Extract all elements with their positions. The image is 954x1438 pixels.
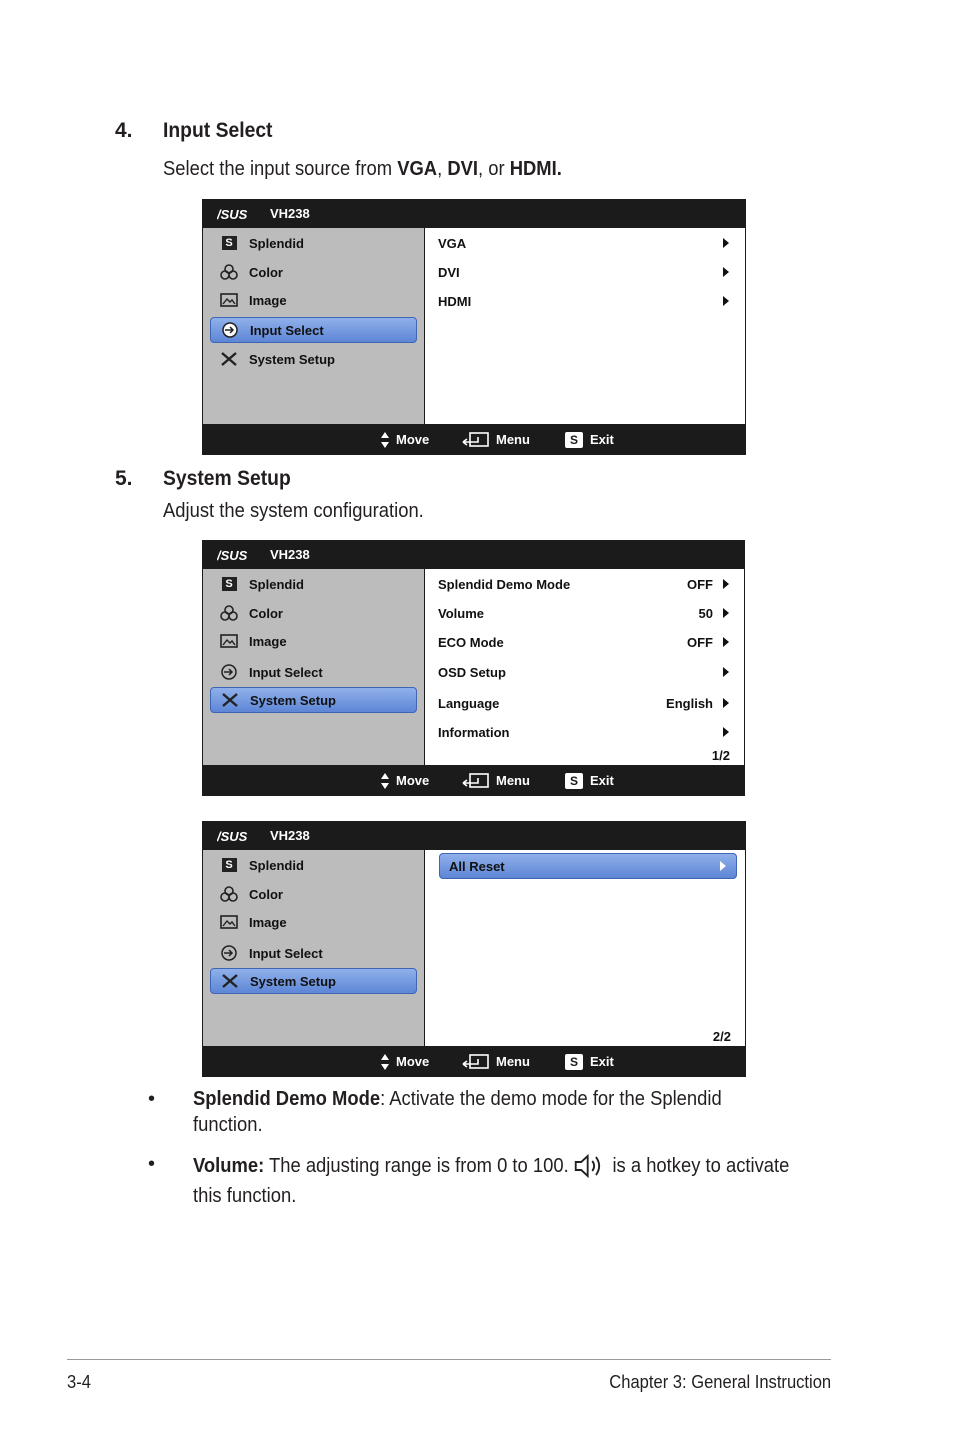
menu-item-system-setup[interactable]	[210, 968, 417, 994]
osd-title-bar	[202, 821, 746, 850]
section-description	[163, 158, 562, 181]
enter-icon	[462, 772, 490, 790]
menu-hint	[462, 1046, 530, 1077]
splendid-badge: S	[222, 236, 237, 250]
splendid-badge: S	[222, 577, 237, 591]
splendid-icon	[219, 234, 239, 252]
input-select-icon	[219, 944, 239, 962]
menu-item-input-select[interactable]	[210, 659, 417, 685]
splendid-icon	[219, 856, 239, 874]
submenu-item-language[interactable]	[438, 691, 731, 715]
system-setup-icon	[220, 691, 240, 709]
svg-text:/SUS: /SUS	[217, 548, 248, 561]
osd-system-setup-page1	[202, 540, 745, 796]
input-select-icon	[219, 663, 239, 681]
section-description: Adjust the system configuration.	[163, 500, 424, 522]
submenu-item-splendid-demo-mode[interactable]	[438, 572, 731, 596]
page-number: 3-4	[67, 1372, 91, 1392]
arrow-right-icon	[723, 698, 729, 708]
submenu-item-information[interactable]	[438, 720, 731, 744]
bullet-dot: •	[148, 1153, 156, 1175]
submenu-label: DVI	[438, 264, 460, 280]
submenu-label: Language	[438, 695, 500, 711]
svg-text:/SUS: /SUS	[217, 207, 248, 220]
image-icon	[219, 632, 239, 650]
menu-label: Image	[249, 914, 287, 930]
exit-icon: S	[565, 773, 583, 789]
menu-item-color[interactable]	[210, 881, 417, 907]
enter-icon	[462, 431, 490, 449]
menu-label: Color	[249, 886, 283, 902]
bullet-continuation: function.	[193, 1114, 263, 1136]
submenu-label: OSD Setup	[438, 664, 506, 680]
arrow-right-icon	[723, 637, 729, 647]
arrow-right-icon	[723, 727, 729, 737]
submenu-label: All Reset	[449, 858, 505, 874]
exit-label: Exit	[590, 432, 614, 447]
splendid-icon	[219, 575, 239, 593]
menu-label: Input Select	[250, 322, 324, 338]
osd-submenu	[425, 850, 745, 1046]
menu-item-input-select[interactable]	[210, 940, 417, 966]
submenu-label: Splendid Demo Mode	[438, 576, 571, 592]
svg-text:/SUS: /SUS	[217, 829, 248, 842]
arrow-right-icon	[723, 579, 729, 589]
menu-label: System Setup	[250, 973, 336, 989]
menu-item-splendid[interactable]	[210, 230, 417, 256]
osd-footer	[202, 424, 746, 455]
option-hdmi: HDMI.	[509, 158, 562, 180]
menu-label: System Setup	[249, 351, 335, 367]
menu-label: Splendid	[249, 857, 304, 873]
bullet-dot: •	[148, 1088, 156, 1110]
menu-item-input-select[interactable]	[210, 317, 417, 343]
arrow-right-icon	[723, 296, 729, 306]
osd-main-menu	[203, 228, 424, 424]
menu-label: Splendid	[249, 235, 304, 251]
osd-model: VH238	[270, 828, 310, 843]
exit-icon: S	[565, 1054, 583, 1070]
bullet-text: is a hotkey to activate	[607, 1154, 790, 1177]
option-dvi: DVI	[447, 158, 478, 180]
menu-item-image[interactable]	[210, 287, 417, 313]
exit-label: Exit	[590, 1054, 614, 1069]
color-icon	[219, 604, 239, 622]
osd-main-menu	[203, 569, 424, 765]
osd-submenu	[425, 569, 744, 765]
osd-footer	[202, 1046, 746, 1077]
chapter-title: Chapter 3: General Instruction	[609, 1372, 831, 1392]
menu-label: Splendid	[249, 576, 304, 592]
menu-label: Color	[249, 264, 283, 280]
exit-icon: S	[565, 432, 583, 448]
menu-item-system-setup[interactable]	[210, 687, 417, 713]
color-icon	[219, 263, 239, 281]
osd-system-setup-page2	[202, 821, 746, 1077]
osd-model: VH238	[270, 547, 310, 562]
menu-label: Input Select	[249, 945, 323, 961]
image-icon	[219, 291, 239, 309]
section-title: System Setup	[163, 467, 291, 490]
bullet-continuation: this function.	[193, 1185, 297, 1207]
asus-logo	[217, 549, 263, 561]
menu-item-splendid[interactable]	[210, 852, 417, 878]
splendid-badge: S	[222, 858, 237, 872]
move-label: Move	[396, 432, 430, 447]
menu-label: Menu	[496, 773, 530, 788]
menu-label: Menu	[496, 1054, 530, 1069]
section-number: 4.	[115, 119, 133, 142]
menu-label: Image	[249, 633, 287, 649]
system-setup-icon	[219, 350, 239, 368]
submenu-label: HDMI	[438, 293, 472, 309]
submenu-label: Volume	[438, 605, 484, 621]
menu-label: Color	[249, 605, 283, 621]
menu-item-image[interactable]	[210, 628, 417, 654]
submenu-value: OFF	[687, 634, 713, 650]
submenu-item-dvi[interactable]	[438, 260, 731, 284]
enter-icon	[462, 1053, 490, 1071]
move-label: Move	[396, 1054, 430, 1069]
submenu-label: ECO Mode	[438, 634, 504, 650]
asus-logo	[217, 830, 263, 842]
exit-label: Exit	[590, 773, 614, 788]
menu-hint	[462, 424, 530, 455]
osd-footer	[202, 765, 745, 796]
submenu-label: VGA	[438, 235, 467, 251]
menu-item-color[interactable]	[210, 600, 417, 626]
bullet-text: : Activate the demo mode for the Splendid	[380, 1088, 722, 1110]
arrow-right-icon	[723, 667, 729, 677]
submenu-item-eco-mode[interactable]	[438, 630, 731, 654]
submenu-value: English	[666, 695, 713, 711]
arrow-right-icon	[720, 861, 726, 871]
submenu-item-vga[interactable]	[438, 231, 731, 255]
bullet-splendid-demo	[193, 1088, 722, 1111]
osd-title-bar	[202, 540, 745, 569]
bullet-text: The adjusting range is from 0 to 100.	[264, 1154, 569, 1177]
menu-item-splendid[interactable]	[210, 571, 417, 597]
submenu-item-volume[interactable]	[438, 601, 731, 625]
section-title: Input Select	[163, 119, 273, 142]
up-down-icon	[380, 771, 390, 791]
exit-hint	[565, 765, 614, 796]
move-hint	[380, 1046, 429, 1077]
menu-label: Menu	[496, 432, 530, 447]
menu-label: System Setup	[250, 692, 336, 708]
page-indicator: 1/2	[711, 748, 730, 763]
osd-submenu	[425, 228, 745, 424]
bullet-term: Volume:	[193, 1154, 265, 1177]
desc-text: Select the input source from	[163, 158, 398, 180]
volume-icon	[574, 1153, 607, 1179]
move-label: Move	[396, 773, 430, 788]
osd-input-select	[202, 199, 746, 455]
move-hint	[380, 424, 429, 455]
separator: ,	[437, 158, 448, 180]
up-down-icon	[380, 430, 390, 450]
menu-label: Image	[249, 292, 287, 308]
input-select-icon	[220, 321, 240, 339]
separator: , or	[477, 158, 510, 180]
asus-logo	[217, 208, 263, 220]
bullet-term: Splendid Demo Mode	[193, 1088, 381, 1110]
osd-main-menu	[203, 850, 424, 1046]
system-setup-icon	[220, 972, 240, 990]
submenu-item-hdmi[interactable]	[438, 289, 731, 313]
submenu-item-osd-setup[interactable]	[438, 660, 731, 684]
exit-hint	[565, 424, 614, 455]
menu-item-system-setup[interactable]	[210, 346, 417, 372]
bullet-volume	[193, 1153, 789, 1179]
submenu-value: OFF	[687, 576, 713, 592]
menu-item-image[interactable]	[210, 909, 417, 935]
move-hint	[380, 765, 429, 796]
arrow-right-icon	[723, 267, 729, 277]
submenu-label: Information	[438, 724, 510, 740]
submenu-item-all-reset[interactable]	[439, 853, 737, 879]
osd-title-bar	[202, 199, 746, 228]
menu-label: Input Select	[249, 664, 323, 680]
arrow-right-icon	[723, 608, 729, 618]
option-vga: VGA	[397, 158, 438, 180]
exit-hint	[565, 1046, 614, 1077]
section-number: 5.	[115, 467, 133, 490]
footer-divider	[67, 1359, 831, 1360]
menu-item-color[interactable]	[210, 259, 417, 285]
submenu-value: 50	[698, 605, 713, 621]
image-icon	[219, 913, 239, 931]
up-down-icon	[380, 1052, 390, 1072]
arrow-right-icon	[723, 238, 729, 248]
osd-model: VH238	[270, 206, 310, 221]
color-icon	[219, 885, 239, 903]
menu-hint	[462, 765, 530, 796]
page-indicator: 2/2	[712, 1029, 731, 1044]
